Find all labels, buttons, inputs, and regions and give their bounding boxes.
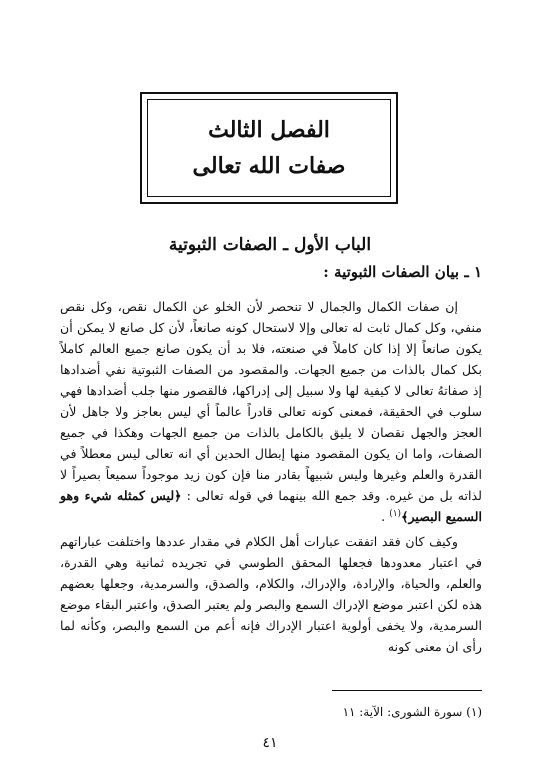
- body-text: [60, 296, 482, 657]
- paragraph-1-end: .: [381, 509, 386, 524]
- paragraph-2: وكيف كان فقد اتفقت عبارات أهل الكلام في مقدار عددها واختلفت عباراتهم في اعتبار معدودها فجعلها المحقق الطوسي في تجريده ثمانية وهي القدرة، والعلم، والحياة، والإرادة، والإدراك، والكلام، والصدق، والسرمدية، وجعلها بعضهم هذه لكن اعتبر موضع الإدراك السمع والبصر ولم يعتبر الصدق، واعتبر البقاء موضع السرمدية، ولا يخفى أولوية اعتبار الإدراك فإنه أعم من السمع والبصر، وكأنه لما رأى ان معنى كونه: [60, 534, 482, 654]
- chapter-title-frame: [140, 92, 398, 204]
- section-heading: الباب الأول ـ الصفات الثبوتية: [168, 235, 372, 255]
- chapter-title-inner-frame: [147, 99, 391, 197]
- chapter-number: الفصل الثالث: [208, 117, 330, 143]
- quran-verse: ﴿ليس كمثله شيء وهو السميع البصير﴾: [60, 488, 482, 524]
- footnote: (١) سورة الشورى: الآية: ١١: [342, 705, 482, 719]
- footnote-divider: [332, 690, 482, 691]
- footnote-marker: (١): [389, 508, 402, 519]
- subsection-heading: ١ ـ بيان الصفات الثبوتية :: [323, 263, 482, 281]
- page-number: ٤١: [262, 735, 278, 751]
- chapter-title: صفات الله تعالى: [192, 153, 346, 179]
- paragraph-1-text: إن صفات الكمال والجمال لا تنحصر لأن الخلو عن الكمال نقص، وكل نقص منفي، وكل كمال ثابت له تعالى وإلا لاستحال كونه صانعاً، لأن كل صانع لا يمكن أن يكون صانعاً إلا إذا كان كاملاً في صنعته، فلا بد أن يكون صانع جميع العالم كاملاً بكل كمال بالذات من جميع الجهات. والمقصود من الصفات الثبوتية نفي أضدادها إذ صفاتهُ تعالى لا كيفية لها ولا سبيل إلى إدراكها، فالقصور منها جلب أضدادها فهي سلوب في الحقيقة، فمعنى كونه تعالى قادراً عالماً أي ليس بعاجز ولا جاهل لأن العجز والجهل نقصان لا يليق بالكامل بالذات من جميع الجهات وهكذا في جميع الصفات، واما ان يكون المقصود منها إبطال الحدين أي انه تعالى ليس معطلاً في القدرة والعلم وغيرها وليس شبيهاً بقادر منا فإن كون زيد موجوداً سميعاً بصيراً لا لذاته بل من غيره. وقد جمع الله بينهما في قوله تعالى :: [60, 299, 482, 503]
- paragraph-1: [60, 296, 482, 527]
